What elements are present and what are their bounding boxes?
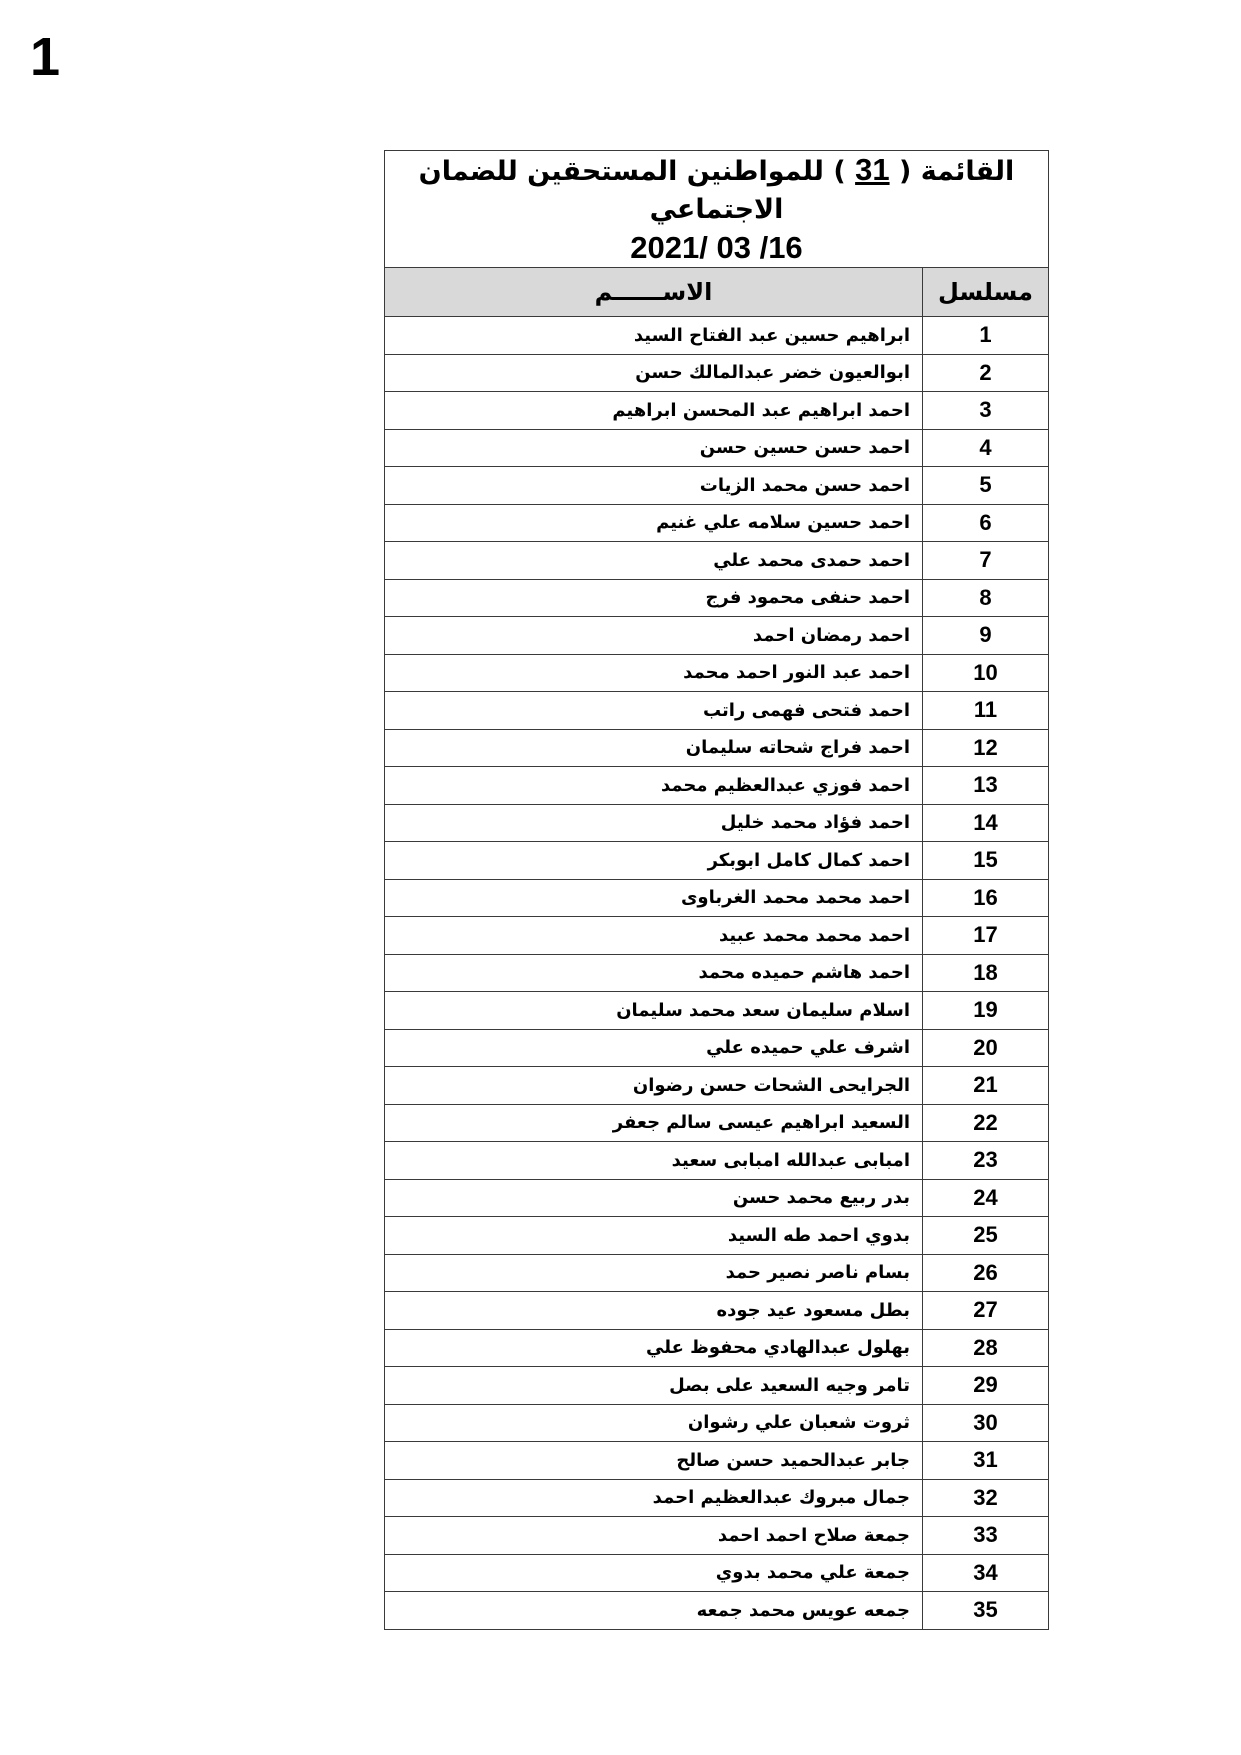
serial-cell: 16 <box>923 879 1049 917</box>
name-cell: بطل مسعود عيد جوده <box>385 1292 923 1330</box>
name-cell: احمد حسن حسين حسن <box>385 429 923 467</box>
serial-cell: 20 <box>923 1029 1049 1067</box>
serial-cell: 34 <box>923 1554 1049 1592</box>
serial-cell: 30 <box>923 1404 1049 1442</box>
name-cell: احمد حنفى محمود فرج <box>385 579 923 617</box>
name-cell: تامر وجيه السعيد على بصل <box>385 1367 923 1405</box>
table-row <box>385 1479 1049 1517</box>
table-row <box>385 1442 1049 1480</box>
table-row <box>385 1104 1049 1142</box>
serial-cell: 31 <box>923 1442 1049 1480</box>
name-cell: السعيد ابراهيم عيسى سالم جعفر <box>385 1104 923 1142</box>
serial-cell: 6 <box>923 504 1049 542</box>
serial-cell: 11 <box>923 692 1049 730</box>
name-cell: الجرايحى الشحات حسن رضوان <box>385 1067 923 1105</box>
table-row <box>385 1329 1049 1367</box>
serial-column-header: مسلسل <box>923 268 1049 317</box>
table-row <box>385 317 1049 355</box>
name-cell: احمد عبد النور احمد محمد <box>385 654 923 692</box>
table-row <box>385 617 1049 655</box>
table-row <box>385 917 1049 955</box>
table-row <box>385 504 1049 542</box>
table-row <box>385 954 1049 992</box>
name-cell: احمد رمضان احمد <box>385 617 923 655</box>
table-row <box>385 804 1049 842</box>
title-row <box>385 151 1049 268</box>
name-cell: ابوالعيون خضر عبدالمالك حسن <box>385 354 923 392</box>
name-column-header: الاســــــم <box>385 268 923 317</box>
table-row <box>385 429 1049 467</box>
serial-cell: 25 <box>923 1217 1049 1255</box>
table-header-row <box>385 268 1049 317</box>
serial-cell: 8 <box>923 579 1049 617</box>
table-row <box>385 1142 1049 1180</box>
name-cell: احمد فوزي عبدالعظيم محمد <box>385 767 923 805</box>
serial-cell: 10 <box>923 654 1049 692</box>
name-cell: جمعه عويس محمد جمعه <box>385 1592 923 1630</box>
title-prefix: القائمة ( <box>898 156 1015 187</box>
table-row <box>385 542 1049 580</box>
serial-cell: 19 <box>923 992 1049 1030</box>
table-row <box>385 579 1049 617</box>
table-row <box>385 1517 1049 1555</box>
table-row <box>385 1592 1049 1630</box>
table-row <box>385 1217 1049 1255</box>
serial-cell: 21 <box>923 1067 1049 1105</box>
serial-cell: 14 <box>923 804 1049 842</box>
table-row <box>385 879 1049 917</box>
serial-cell: 15 <box>923 842 1049 880</box>
name-cell: احمد محمد محمد الغرباوى <box>385 879 923 917</box>
name-cell: بهلول عبدالهادي محفوظ علي <box>385 1329 923 1367</box>
list-number: 31 <box>855 152 890 187</box>
name-cell: بدوي احمد طه السيد <box>385 1217 923 1255</box>
name-cell: احمد ابراهيم عبد المحسن ابراهيم <box>385 392 923 430</box>
serial-cell: 1 <box>923 317 1049 355</box>
name-cell: ثروت شعبان علي رشوان <box>385 1404 923 1442</box>
table-row <box>385 842 1049 880</box>
serial-cell: 13 <box>923 767 1049 805</box>
serial-cell: 5 <box>923 467 1049 505</box>
name-cell: احمد حسين سلامه علي غنيم <box>385 504 923 542</box>
table-row <box>385 1404 1049 1442</box>
table-row <box>385 767 1049 805</box>
serial-cell: 18 <box>923 954 1049 992</box>
serial-cell: 27 <box>923 1292 1049 1330</box>
serial-cell: 12 <box>923 729 1049 767</box>
name-cell: امبابى عبدالله امبابى سعيد <box>385 1142 923 1180</box>
page-number: 1 <box>30 27 61 87</box>
name-cell: احمد فتحى فهمى راتب <box>385 692 923 730</box>
name-cell: بدر ربيع محمد حسن <box>385 1179 923 1217</box>
table-row <box>385 1254 1049 1292</box>
name-cell: احمد فؤاد محمد خليل <box>385 804 923 842</box>
name-cell: بسام ناصر نصير حمد <box>385 1254 923 1292</box>
table-row <box>385 654 1049 692</box>
serial-cell: 22 <box>923 1104 1049 1142</box>
name-cell: جمعة صلاح احمد احمد <box>385 1517 923 1555</box>
serial-cell: 28 <box>923 1329 1049 1367</box>
serial-cell: 17 <box>923 917 1049 955</box>
name-cell: احمد حمدى محمد علي <box>385 542 923 580</box>
table-row <box>385 1367 1049 1405</box>
serial-cell: 2 <box>923 354 1049 392</box>
name-cell: احمد محمد محمد عبيد <box>385 917 923 955</box>
table-row <box>385 692 1049 730</box>
serial-cell: 7 <box>923 542 1049 580</box>
table-row <box>385 392 1049 430</box>
serial-cell: 3 <box>923 392 1049 430</box>
name-cell: احمد حسن محمد الزيات <box>385 467 923 505</box>
document-date: 2021/ 03 /16 <box>630 230 803 265</box>
name-cell: احمد كمال كامل ابوبكر <box>385 842 923 880</box>
serial-cell: 9 <box>923 617 1049 655</box>
name-cell: اسلام سليمان سعد محمد سليمان <box>385 992 923 1030</box>
title-main <box>385 151 1048 229</box>
title-suffix: ) للمواطنين المستحقين للضمان الاجتماعي <box>418 156 846 225</box>
serial-cell: 33 <box>923 1517 1049 1555</box>
table-row <box>385 1292 1049 1330</box>
name-cell: احمد فراج شحاته سليمان <box>385 729 923 767</box>
serial-cell: 4 <box>923 429 1049 467</box>
serial-cell: 29 <box>923 1367 1049 1405</box>
name-cell: جمال مبروك عبدالعظيم احمد <box>385 1479 923 1517</box>
name-cell: ابراهيم حسين عبد الفتاح السيد <box>385 317 923 355</box>
table-row <box>385 1029 1049 1067</box>
table-row <box>385 1179 1049 1217</box>
serial-cell: 35 <box>923 1592 1049 1630</box>
serial-cell: 26 <box>923 1254 1049 1292</box>
name-cell: جابر عبدالحميد حسن صالح <box>385 1442 923 1480</box>
name-cell: جمعة علي محمد بدوي <box>385 1554 923 1592</box>
table-row <box>385 1554 1049 1592</box>
beneficiaries-table <box>384 150 1049 1630</box>
table-row <box>385 729 1049 767</box>
table-row <box>385 1067 1049 1105</box>
name-cell: احمد هاشم حميده محمد <box>385 954 923 992</box>
serial-cell: 23 <box>923 1142 1049 1180</box>
name-cell: اشرف علي حميده علي <box>385 1029 923 1067</box>
table-row <box>385 467 1049 505</box>
serial-cell: 32 <box>923 1479 1049 1517</box>
table-row <box>385 992 1049 1030</box>
serial-cell: 24 <box>923 1179 1049 1217</box>
table-row <box>385 354 1049 392</box>
document-title <box>385 151 1049 268</box>
